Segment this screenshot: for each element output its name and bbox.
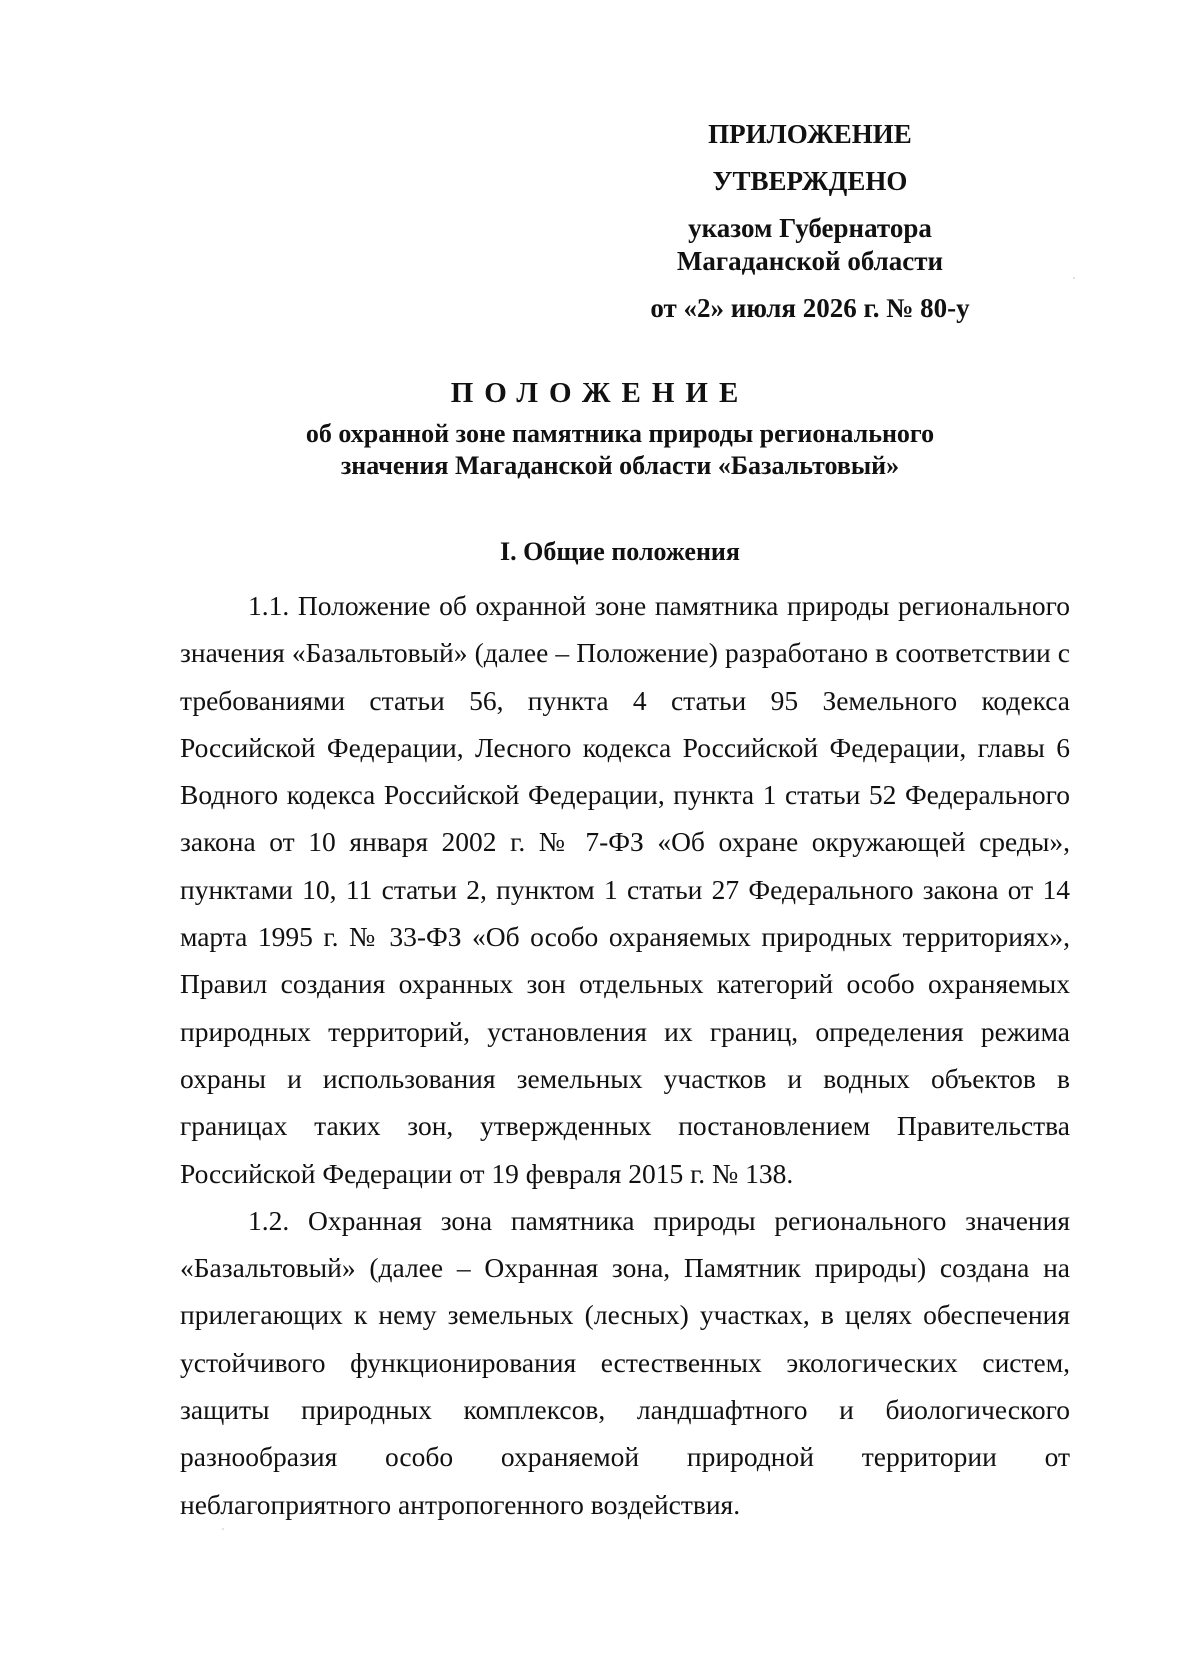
approval-block — [640, 118, 980, 325]
document-title: ПОЛОЖЕНИЕ — [450, 377, 750, 409]
paragraph-1-1: 1.1. Положение об охранной зоне памятника природы регионального значения «Базальтовый» (далее – Положение) разработано в соответствии с требованиями статьи 56, пункта 4 статьи 95 Земельного кодекса Российской Федерации, Лесного кодекса Российской Федерации, главы 6 Водного кодекса Российской Федерации, пункта 1 статьи 52 Федерального закона от 10 января 2002 г. № 7-ФЗ «Об охране окружающей среды», пунктами 10, 11 статьи 2, пунктом 1 статьи 27 Федерального закона от 14 марта 1995 г. № 33-ФЗ «Об особо охраняемых природных территориях», Правил создания охранных зон отдельных категорий особо охраняемых природных территорий, установления их границ, определения режима охраны и использования земельных участков и водных объектов в границах таких зон, утвержденных постановлением Правительства Российской Федерации от 19 февраля 2015 г. № 138. — [180, 590, 1070, 1189]
scan-speck — [1073, 277, 1075, 279]
subtitle-line-2: значения Магаданской области «Базальтовый» — [340, 451, 900, 480]
approved-by-line: указом Губернатора — [688, 213, 932, 243]
subtitle-line-1: об охранной зоне памятника природы регионального — [305, 419, 935, 448]
section-body — [180, 582, 1070, 1528]
decree-date-number: от «2» июля 2026 г. № 80-у — [650, 293, 970, 323]
appendix-label: ПРИЛОЖЕНИЕ — [708, 119, 912, 149]
section-heading: I. Общие положения — [500, 537, 740, 566]
approved-by-region-line: Магаданской области — [676, 246, 944, 276]
scan-speck — [222, 1528, 224, 1530]
paragraph-1-2: 1.2. Охранная зона памятника природы регионального значения «Базальтовый» (далее – Охранная зона, Памятник природы) создана на прилегающих к нему земельных (лесных) участках, в целях обеспечения устойчивого функционирования естественных экологических систем, защиты природных комплексов, ландшафтного и биологического разнообразия особо охраняемой природной территории от неблагоприятного антропогенного воздействия. — [180, 1204, 1070, 1520]
approved-label: УТВЕРЖДЕНО — [712, 166, 908, 196]
document-subtitle — [180, 418, 1060, 482]
